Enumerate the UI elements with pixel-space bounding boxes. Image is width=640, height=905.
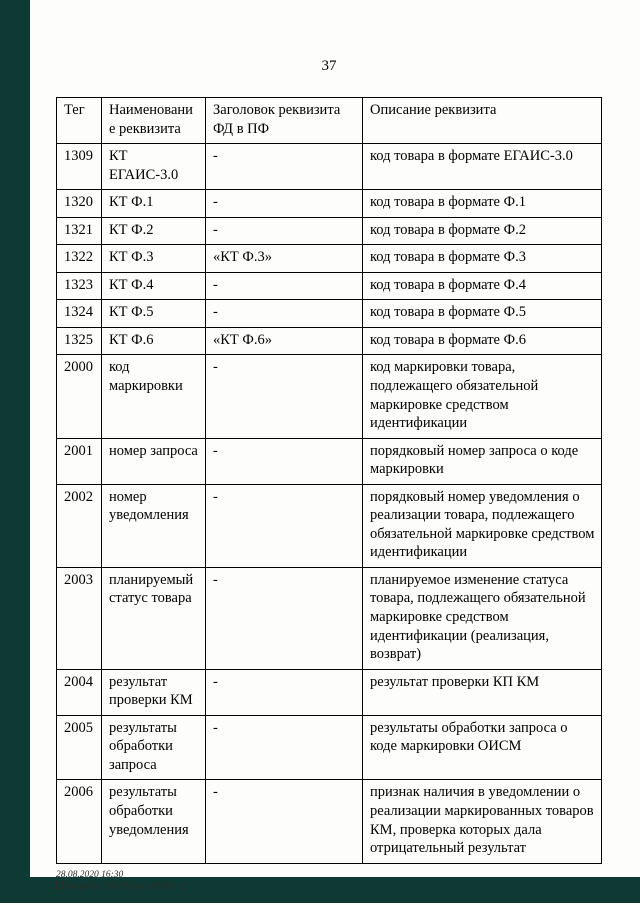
pf-header-cell: - [206, 484, 363, 567]
description-cell: результат проверки КП КМ [363, 669, 602, 715]
name-cell: КТ Ф.4 [102, 272, 206, 300]
table-row [57, 780, 602, 863]
pf-header-cell: - [206, 355, 363, 438]
table-row [57, 327, 602, 355]
table-row [57, 715, 602, 780]
tag-cell: 1322 [57, 245, 102, 273]
name-cell: КТ Ф.5 [102, 300, 206, 328]
name-cell: КТ Ф.6 [102, 327, 206, 355]
tag-cell: 2005 [57, 715, 102, 780]
pf-header-cell: - [206, 715, 363, 780]
name-cell: номер запроса [102, 438, 206, 484]
pf-header-cell: - [206, 300, 363, 328]
description-cell: код товара в формате Ф.2 [363, 217, 602, 245]
description-cell: порядковый номер запроса о коде маркировки [363, 438, 602, 484]
description-cell: код товара в формате Ф.3 [363, 245, 602, 273]
tag-cell: 2006 [57, 780, 102, 863]
description-cell: код товара в формате Ф.4 [363, 272, 602, 300]
tag-cell: 2001 [57, 438, 102, 484]
pf-header-cell: - [206, 272, 363, 300]
description-cell: код товара в формате Ф.5 [363, 300, 602, 328]
name-cell: номер уведомления [102, 484, 206, 567]
table-row [57, 438, 602, 484]
table-row [57, 272, 602, 300]
name-cell: результат проверки КМ [102, 669, 206, 715]
tag-cell: 1309 [57, 144, 102, 190]
pf-header-cell: - [206, 780, 363, 863]
name-cell: результаты обработки уведомления [102, 780, 206, 863]
tag-cell: 1325 [57, 327, 102, 355]
name-cell: код маркировки [102, 355, 206, 438]
table-row [57, 300, 602, 328]
description-cell: результаты обработки запроса о коде маркировки ОИСМ [363, 715, 602, 780]
table-row [57, 144, 602, 190]
tag-cell: 1323 [57, 272, 102, 300]
description-cell: порядковый номер уведомления о реализации товара, подлежащего обязательной маркировке средством идентификации [363, 484, 602, 567]
tag-cell: 1321 [57, 217, 102, 245]
table-row [57, 245, 602, 273]
page-content [56, 58, 602, 894]
table-row [57, 669, 602, 715]
description-cell: планируемое изменение статуса товара, подлежащего обязательной маркировке средством идентификации (реализация, возврат) [363, 567, 602, 669]
table-row [57, 190, 602, 218]
pf-header-cell: - [206, 217, 363, 245]
name-cell: планируемый статус товара [102, 567, 206, 669]
tag-cell: 2003 [57, 567, 102, 669]
table-row [57, 567, 602, 669]
tag-cell: 2002 [57, 484, 102, 567]
pf-header-cell: - [206, 567, 363, 669]
footer-signature-line [56, 881, 602, 894]
column-header: Заголовок реквизита ФД в ПФ [206, 98, 363, 144]
footer-signature: kompburc /Ю.Р./приз-И3861-2 [66, 882, 186, 893]
name-cell: КТ ЕГАИС-3.0 [102, 144, 206, 190]
page-number: 37 [321, 58, 337, 74]
pf-header-cell: - [206, 669, 363, 715]
column-header: Тег [57, 98, 102, 144]
tag-cell: 2004 [57, 669, 102, 715]
name-cell: КТ Ф.3 [102, 245, 206, 273]
pf-header-cell: «КТ Ф.6» [206, 327, 363, 355]
name-cell: КТ Ф.2 [102, 217, 206, 245]
requisites-table [56, 97, 602, 864]
description-cell: код товара в формате Ф.1 [363, 190, 602, 218]
column-header: Описание реквизита [363, 98, 602, 144]
table-row [57, 217, 602, 245]
page-footer [56, 869, 602, 895]
column-header: Наименование реквизита [102, 98, 206, 144]
description-cell: код товара в формате ЕГАИС-3.0 [363, 144, 602, 190]
table-row [57, 355, 602, 438]
pf-header-cell: - [206, 438, 363, 484]
tag-cell: 2000 [57, 355, 102, 438]
pf-header-cell: «КТ Ф.3» [206, 245, 363, 273]
pf-header-cell: - [206, 190, 363, 218]
description-cell: код маркировки товара, подлежащего обязательной маркировке средством идентификации [363, 355, 602, 438]
table-header-row [57, 98, 602, 144]
table-row [57, 484, 602, 567]
description-cell: код товара в формате Ф.6 [363, 327, 602, 355]
name-cell: результаты обработки запроса [102, 715, 206, 780]
tag-cell: 1324 [57, 300, 102, 328]
name-cell: КТ Ф.1 [102, 190, 206, 218]
tag-cell: 1320 [57, 190, 102, 218]
stamp-icon [56, 882, 63, 889]
footer-timestamp: 28.08.2020 16:30 [56, 869, 124, 880]
pf-header-cell: - [206, 144, 363, 190]
description-cell: признак наличия в уведомлении о реализации маркированных товаров КМ, проверка которых дала отрицательный результат [363, 780, 602, 863]
left-border-stripe [0, 0, 30, 879]
